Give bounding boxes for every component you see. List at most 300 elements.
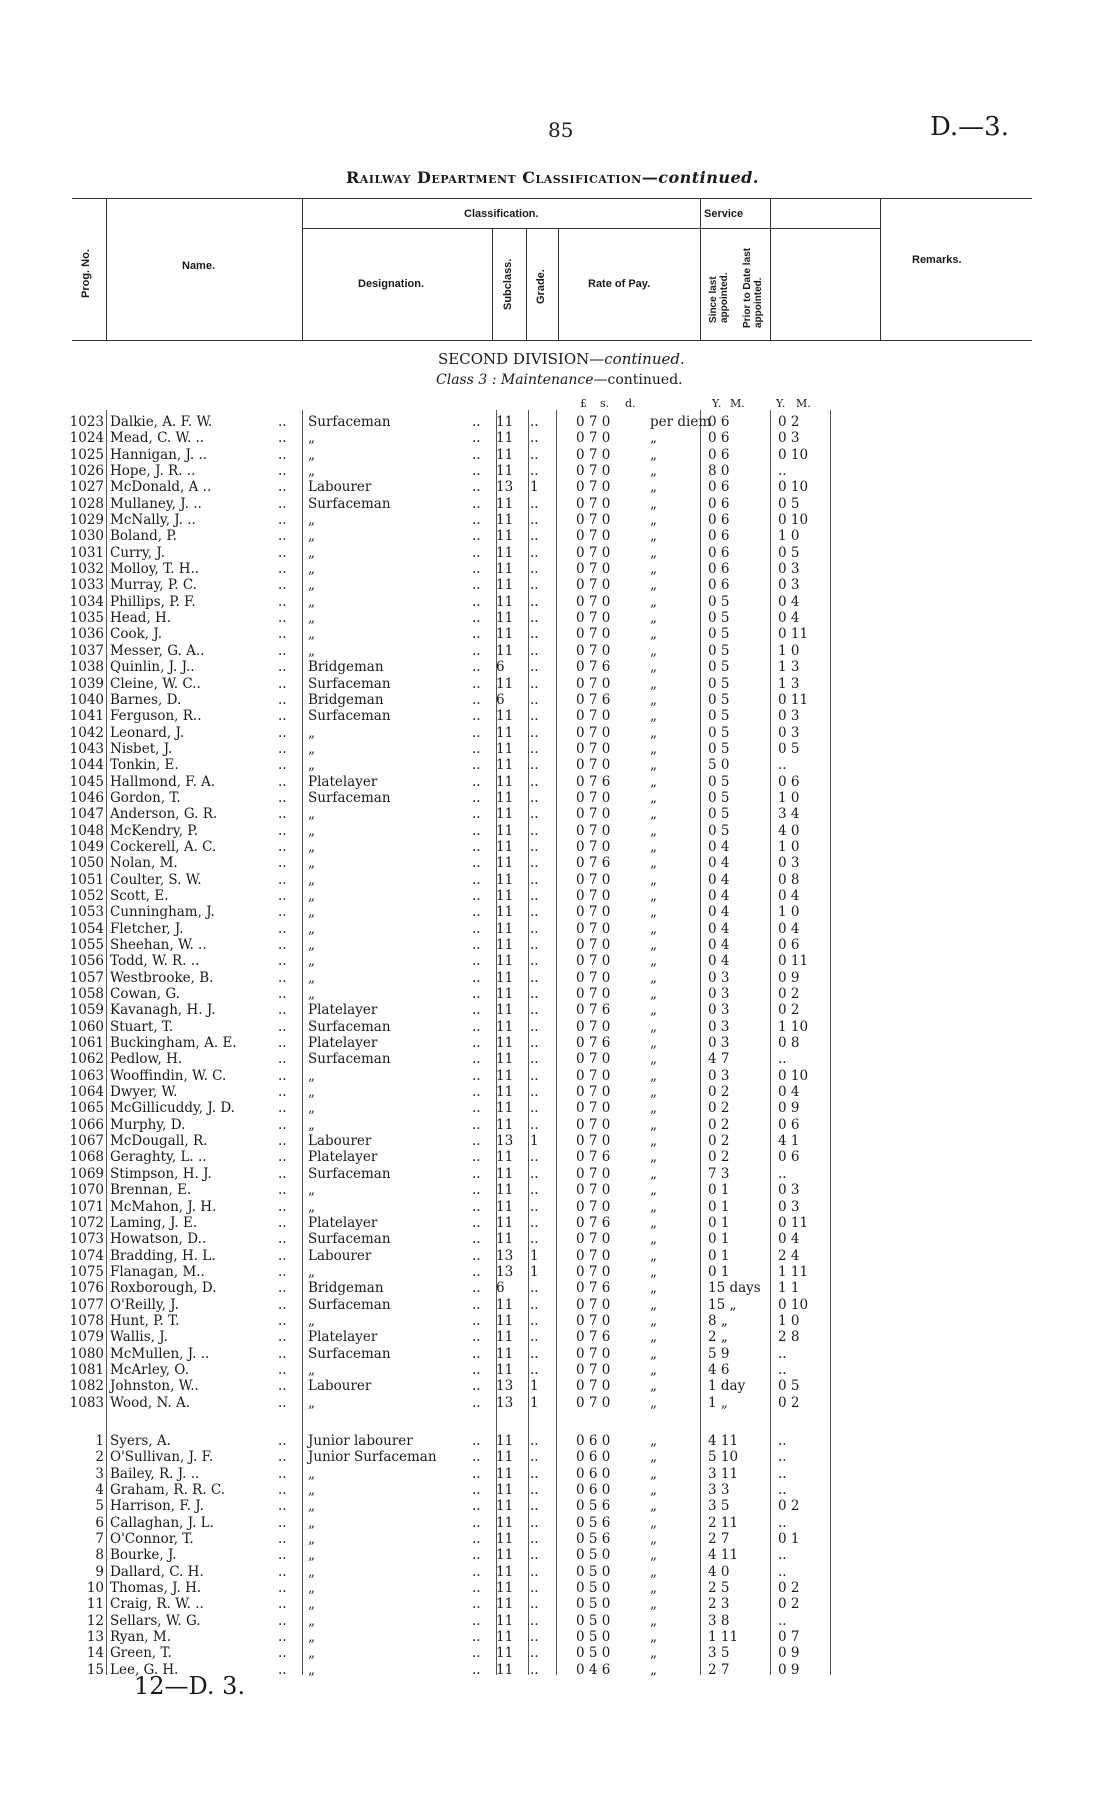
designation-cell: „ bbox=[308, 463, 315, 480]
designation-cell: Bridgeman bbox=[308, 1280, 384, 1297]
prog-no-cell: 9 bbox=[95, 1563, 104, 1580]
rate-of-pay-cell: 0 7 0 bbox=[576, 1231, 611, 1248]
prior-to-date-cell: .. bbox=[778, 1482, 787, 1498]
rate-of-pay-cell: 0 7 0 bbox=[576, 561, 611, 578]
prior-to-date-cell: 0 3 bbox=[778, 855, 800, 872]
since-last-cell: 0 6 bbox=[708, 577, 730, 594]
prog-no-cell: 1050 bbox=[69, 855, 104, 872]
rate-of-pay-cell: 0 4 6 bbox=[576, 1661, 611, 1678]
leader-dots: .. bbox=[278, 806, 287, 823]
subclass-cell: 11 bbox=[496, 1514, 514, 1531]
name-cell: Harrison, F. J. bbox=[110, 1498, 204, 1515]
leader-dots: .. bbox=[472, 1612, 481, 1629]
subclass-cell: 11 bbox=[496, 1596, 514, 1613]
subclass-cell: 11 bbox=[496, 986, 514, 1003]
name-cell: Dallard, C. H. bbox=[110, 1563, 204, 1580]
prog-no-cell: 2 bbox=[95, 1449, 104, 1466]
subclass-cell: 11 bbox=[496, 610, 514, 627]
designation-cell: „ bbox=[308, 1361, 315, 1378]
prior-to-date-cell: 0 2 bbox=[778, 1596, 800, 1613]
leader-dots: .. bbox=[278, 577, 287, 594]
prog-no-cell: 1060 bbox=[69, 1018, 104, 1035]
subclass-cell: 11 bbox=[496, 512, 514, 529]
leader-dots: .. bbox=[278, 1231, 287, 1248]
prog-no-cell: 1079 bbox=[69, 1329, 104, 1346]
leader-dots: .. bbox=[472, 740, 481, 757]
table-row bbox=[60, 1182, 1040, 1198]
name-cell: Wallis, J. bbox=[110, 1329, 168, 1346]
subclass-cell: 11 bbox=[496, 1449, 514, 1466]
designation-cell: „ bbox=[308, 1067, 315, 1084]
leader-dots: .. bbox=[472, 789, 481, 806]
since-last-cell: 4 7 bbox=[708, 1051, 730, 1068]
leader-dots: .. bbox=[278, 1514, 287, 1531]
grade-cell: .. bbox=[530, 1432, 539, 1449]
leader-dots: .. bbox=[278, 610, 287, 627]
rate-of-pay-cell: 0 7 0 bbox=[576, 838, 611, 855]
designation-cell: „ bbox=[308, 904, 315, 921]
rate-of-pay-cell: 0 7 0 bbox=[576, 430, 611, 447]
staff-rows-junior bbox=[60, 1433, 1040, 1678]
rate-of-pay-cell: 0 7 0 bbox=[576, 757, 611, 774]
pay-unit-cell: „ bbox=[650, 838, 657, 855]
designation-cell: Bridgeman bbox=[308, 691, 384, 708]
since-last-cell: 0 5 bbox=[708, 691, 730, 708]
since-last-cell: 15 „ bbox=[708, 1296, 737, 1313]
prog-no-cell: 1058 bbox=[69, 986, 104, 1003]
subclass-cell: 11 bbox=[496, 642, 514, 659]
leader-dots: .. bbox=[278, 757, 287, 774]
table-row bbox=[60, 937, 1040, 953]
subclass-cell: 11 bbox=[496, 430, 514, 447]
pay-unit-cell: „ bbox=[650, 1482, 657, 1498]
designation-cell: Surfaceman bbox=[308, 1296, 391, 1313]
subclass-cell: 13 bbox=[496, 1378, 514, 1395]
prog-no-cell: 1083 bbox=[69, 1394, 104, 1411]
name-cell: Wooffindin, W. C. bbox=[110, 1067, 227, 1084]
prior-to-date-cell: 0 5 bbox=[778, 544, 800, 561]
designation-cell: Bridgeman bbox=[308, 659, 384, 676]
grade-cell: .. bbox=[530, 446, 539, 463]
designation-cell: Surfaceman bbox=[308, 1345, 391, 1362]
pay-unit-cell: „ bbox=[650, 1263, 657, 1280]
pay-unit-cell: „ bbox=[650, 920, 657, 937]
designation-cell: „ bbox=[308, 740, 315, 757]
subclass-cell: 11 bbox=[496, 855, 514, 872]
leader-dots: .. bbox=[278, 1498, 287, 1515]
leader-dots: .. bbox=[472, 512, 481, 529]
rate-of-pay-cell: 0 7 6 bbox=[576, 1329, 611, 1346]
pay-unit-cell: „ bbox=[650, 1645, 657, 1662]
rate-of-pay-cell: 0 7 6 bbox=[576, 1002, 611, 1019]
subclass-cell: 11 bbox=[496, 1547, 514, 1564]
leader-dots: .. bbox=[472, 1345, 481, 1362]
since-last-cell: 2 7 bbox=[708, 1531, 730, 1548]
name-cell: Fletcher, J. bbox=[110, 920, 184, 937]
pay-unit-cell: „ bbox=[650, 822, 657, 839]
name-cell: Curry, J. bbox=[110, 544, 166, 561]
designation-cell: „ bbox=[308, 1547, 315, 1564]
leader-dots: .. bbox=[278, 1394, 287, 1411]
leader-dots: .. bbox=[472, 822, 481, 839]
subclass-cell: 11 bbox=[496, 1116, 514, 1133]
grade-cell: .. bbox=[530, 1051, 539, 1068]
subclass-cell: 6 bbox=[496, 1280, 505, 1297]
designation-cell: „ bbox=[308, 544, 315, 561]
since-last-cell: 0 5 bbox=[708, 675, 730, 692]
since-last-cell: 0 5 bbox=[708, 724, 730, 741]
designation-cell: „ bbox=[308, 937, 315, 953]
designation-cell: „ bbox=[308, 1661, 315, 1678]
grade-cell: .. bbox=[530, 691, 539, 708]
designation-cell: „ bbox=[308, 1465, 315, 1482]
prior-to-date-cell: 0 9 bbox=[778, 1100, 800, 1117]
name-cell: Craig, R. W. .. bbox=[110, 1596, 204, 1613]
prior-to-date-cell: 0 8 bbox=[778, 1035, 800, 1052]
since-last-cell: 3 11 bbox=[708, 1465, 739, 1482]
prior-to-date-cell: 1 0 bbox=[778, 789, 800, 806]
prior-to-date-cell: 0 6 bbox=[778, 937, 800, 953]
unit-pounds: £ bbox=[580, 397, 587, 410]
subclass-cell: 11 bbox=[496, 1498, 514, 1515]
since-last-cell: 0 5 bbox=[708, 610, 730, 627]
table-row bbox=[60, 774, 1040, 790]
name-cell: Pedlow, H. bbox=[110, 1051, 183, 1068]
prog-no-cell: 1051 bbox=[69, 871, 104, 888]
prior-to-date-cell: 1 0 bbox=[778, 642, 800, 659]
leader-dots: .. bbox=[472, 528, 481, 545]
leader-dots: .. bbox=[278, 1116, 287, 1133]
prior-to-date-cell: 2 4 bbox=[778, 1247, 800, 1264]
since-last-cell: 0 5 bbox=[708, 822, 730, 839]
table-row bbox=[60, 1248, 1040, 1264]
leader-dots: .. bbox=[472, 1449, 481, 1466]
subclass-cell: 11 bbox=[496, 904, 514, 921]
grade-cell: .. bbox=[530, 708, 539, 725]
pay-unit-cell: „ bbox=[650, 1280, 657, 1297]
leader-dots: .. bbox=[472, 1432, 481, 1449]
prog-no-cell: 1055 bbox=[69, 937, 104, 953]
prog-no-cell: 1059 bbox=[69, 1002, 104, 1019]
designation-cell: „ bbox=[308, 1182, 315, 1199]
designation-cell: „ bbox=[308, 1629, 315, 1646]
subclass-cell: 11 bbox=[496, 1051, 514, 1068]
name-cell: Murphy, D. bbox=[110, 1116, 186, 1133]
leader-dots: .. bbox=[278, 953, 287, 970]
table-row bbox=[60, 643, 1040, 659]
prog-no-cell: 1039 bbox=[69, 675, 104, 692]
designation-cell: „ bbox=[308, 610, 315, 627]
pay-unit-cell: „ bbox=[650, 1580, 657, 1597]
prior-to-date-cell: .. bbox=[778, 1051, 787, 1068]
since-last-cell: 8 0 bbox=[708, 463, 730, 480]
leader-dots: .. bbox=[278, 1165, 287, 1182]
grade-cell: .. bbox=[530, 1563, 539, 1580]
prog-no-cell: 1074 bbox=[69, 1247, 104, 1264]
rate-of-pay-cell: 0 7 0 bbox=[576, 593, 611, 610]
subclass-cell: 11 bbox=[496, 1645, 514, 1662]
prog-no-cell: 1062 bbox=[69, 1051, 104, 1068]
grade-cell: .. bbox=[530, 969, 539, 986]
rate-of-pay-cell: 0 7 0 bbox=[576, 414, 611, 430]
pay-unit-cell: „ bbox=[650, 1465, 657, 1482]
grade-cell: .. bbox=[530, 887, 539, 904]
designation-cell: „ bbox=[308, 577, 315, 594]
name-cell: Johnston, W.. bbox=[110, 1378, 199, 1395]
subclass-cell: 11 bbox=[496, 953, 514, 970]
table-row bbox=[60, 1002, 1040, 1018]
prior-to-date-cell: 0 1 bbox=[778, 1531, 800, 1548]
designation-cell: „ bbox=[308, 724, 315, 741]
designation-cell: „ bbox=[308, 1394, 315, 1411]
rate-of-pay-cell: 0 7 0 bbox=[576, 479, 611, 496]
prog-no-cell: 1027 bbox=[69, 479, 104, 496]
leader-dots: .. bbox=[278, 1482, 287, 1498]
class-suffix: —continued. bbox=[593, 372, 683, 388]
leader-dots: .. bbox=[472, 1296, 481, 1313]
grade-cell: .. bbox=[530, 1514, 539, 1531]
pay-unit-cell: „ bbox=[650, 1563, 657, 1580]
grade-cell: .. bbox=[530, 1580, 539, 1597]
prior-to-date-cell: .. bbox=[778, 1547, 787, 1564]
pay-unit-cell: „ bbox=[650, 1067, 657, 1084]
since-last-cell: 0 5 bbox=[708, 740, 730, 757]
prior-to-date-cell: 0 3 bbox=[778, 724, 800, 741]
designation-cell: „ bbox=[308, 626, 315, 643]
leader-dots: .. bbox=[472, 871, 481, 888]
prog-no-cell: 1069 bbox=[69, 1165, 104, 1182]
subclass-cell: 11 bbox=[496, 1182, 514, 1199]
leader-dots: .. bbox=[472, 1182, 481, 1199]
pay-unit-cell: „ bbox=[650, 691, 657, 708]
pay-unit-cell: „ bbox=[650, 1051, 657, 1068]
designation-cell: „ bbox=[308, 1100, 315, 1117]
leader-dots: .. bbox=[472, 838, 481, 855]
subclass-cell: 11 bbox=[496, 1329, 514, 1346]
leader-dots: .. bbox=[472, 1394, 481, 1411]
grade-cell: .. bbox=[530, 495, 539, 512]
name-cell: Cunningham, J. bbox=[110, 904, 215, 921]
header-remarks: Remarks. bbox=[912, 254, 962, 266]
rate-of-pay-cell: 0 6 0 bbox=[576, 1482, 611, 1498]
document-reference: D.—3. bbox=[930, 112, 1009, 142]
prior-to-date-cell: 0 6 bbox=[778, 773, 800, 790]
table-row bbox=[60, 872, 1040, 888]
rate-of-pay-cell: 0 7 0 bbox=[576, 1345, 611, 1362]
page-title bbox=[346, 168, 759, 187]
designation-cell: „ bbox=[308, 561, 315, 578]
grade-cell: 1 bbox=[530, 1394, 539, 1411]
rate-of-pay-cell: 0 7 6 bbox=[576, 773, 611, 790]
subclass-cell: 11 bbox=[496, 1345, 514, 1362]
since-last-cell: 0 2 bbox=[708, 1084, 730, 1101]
prior-to-date-cell: 1 3 bbox=[778, 675, 800, 692]
name-cell: Hunt, P. T. bbox=[110, 1312, 180, 1329]
grade-cell: .. bbox=[530, 1296, 539, 1313]
leader-dots: .. bbox=[278, 1051, 287, 1068]
subclass-cell: 13 bbox=[496, 1263, 514, 1280]
designation-cell: Surfaceman bbox=[308, 1051, 391, 1068]
designation-cell: Surfaceman bbox=[308, 1018, 391, 1035]
grade-cell: .. bbox=[530, 1482, 539, 1498]
subclass-cell: 11 bbox=[496, 740, 514, 757]
grade-cell: .. bbox=[530, 463, 539, 480]
pay-unit-cell: „ bbox=[650, 1547, 657, 1564]
pay-unit-cell: „ bbox=[650, 855, 657, 872]
pay-unit-cell: „ bbox=[650, 1449, 657, 1466]
name-cell: O'Connor, T. bbox=[110, 1531, 194, 1548]
leader-dots: .. bbox=[278, 1465, 287, 1482]
prior-to-date-cell: 0 9 bbox=[778, 969, 800, 986]
prog-no-cell: 1042 bbox=[69, 724, 104, 741]
prog-no-cell: 1047 bbox=[69, 806, 104, 823]
leader-dots: .. bbox=[278, 1661, 287, 1678]
since-last-cell: 0 3 bbox=[708, 986, 730, 1003]
pay-unit-cell: „ bbox=[650, 1629, 657, 1646]
name-cell: McDonald, A .. bbox=[110, 479, 212, 496]
grade-cell: .. bbox=[530, 822, 539, 839]
prog-no-cell: 1061 bbox=[69, 1035, 104, 1052]
prog-no-cell: 1080 bbox=[69, 1345, 104, 1362]
prior-to-date-cell: 1 10 bbox=[778, 1018, 809, 1035]
since-last-cell: 0 2 bbox=[708, 1116, 730, 1133]
rate-of-pay-cell: 0 7 0 bbox=[576, 463, 611, 480]
rate-of-pay-cell: 0 5 0 bbox=[576, 1563, 611, 1580]
designation-cell: „ bbox=[308, 1531, 315, 1548]
rate-of-pay-cell: 0 7 0 bbox=[576, 1018, 611, 1035]
pay-unit-cell: „ bbox=[650, 1018, 657, 1035]
rate-of-pay-cell: 0 7 0 bbox=[576, 920, 611, 937]
prior-to-date-cell: 0 3 bbox=[778, 708, 800, 725]
prog-no-cell: 15 bbox=[86, 1661, 104, 1678]
prog-no-cell: 1045 bbox=[69, 773, 104, 790]
leader-dots: .. bbox=[278, 904, 287, 921]
since-last-cell: 2 „ bbox=[708, 1329, 728, 1346]
rate-of-pay-cell: 0 7 0 bbox=[576, 1394, 611, 1411]
pay-unit-cell: „ bbox=[650, 479, 657, 496]
subclass-cell: 11 bbox=[496, 561, 514, 578]
since-last-cell: 0 6 bbox=[708, 446, 730, 463]
leader-dots: .. bbox=[472, 1361, 481, 1378]
subclass-cell: 11 bbox=[496, 724, 514, 741]
prior-to-date-cell: 4 0 bbox=[778, 822, 800, 839]
rate-of-pay-cell: 0 7 0 bbox=[576, 740, 611, 757]
table-row bbox=[60, 1346, 1040, 1362]
table-row bbox=[60, 1297, 1040, 1313]
since-last-cell: 0 4 bbox=[708, 871, 730, 888]
prior-to-date-cell: 0 10 bbox=[778, 1067, 809, 1084]
rate-of-pay-cell: 0 7 0 bbox=[576, 1100, 611, 1117]
leader-dots: .. bbox=[472, 1247, 481, 1264]
subclass-cell: 11 bbox=[496, 1084, 514, 1101]
designation-cell: Platelayer bbox=[308, 1149, 378, 1166]
since-last-cell: 4 6 bbox=[708, 1361, 730, 1378]
since-last-cell: 0 4 bbox=[708, 887, 730, 904]
name-cell: Barnes, D. bbox=[110, 691, 182, 708]
leader-dots: .. bbox=[472, 1482, 481, 1498]
since-last-cell: 0 2 bbox=[708, 1149, 730, 1166]
prior-to-date-cell: 2 8 bbox=[778, 1329, 800, 1346]
leader-dots: .. bbox=[472, 904, 481, 921]
leader-dots: .. bbox=[472, 479, 481, 496]
subclass-cell: 11 bbox=[496, 1612, 514, 1629]
leader-dots: .. bbox=[472, 544, 481, 561]
name-cell: Head, H. bbox=[110, 610, 172, 627]
rate-of-pay-cell: 0 7 0 bbox=[576, 1116, 611, 1133]
designation-cell: Surfaceman bbox=[308, 1165, 391, 1182]
unit-pence: d. bbox=[625, 397, 636, 410]
subclass-cell: 11 bbox=[496, 1629, 514, 1646]
name-cell: O'Sullivan, J. F. bbox=[110, 1449, 214, 1466]
rate-of-pay-cell: 0 7 0 bbox=[576, 544, 611, 561]
leader-dots: .. bbox=[472, 1645, 481, 1662]
prior-to-date-cell: 0 4 bbox=[778, 610, 800, 627]
designation-cell: Platelayer bbox=[308, 1214, 378, 1231]
rate-of-pay-cell: 0 7 0 bbox=[576, 1312, 611, 1329]
grade-cell: .. bbox=[530, 1596, 539, 1613]
designation-cell: „ bbox=[308, 1312, 315, 1329]
prior-to-date-cell: 0 4 bbox=[778, 1084, 800, 1101]
pay-unit-cell: „ bbox=[650, 1165, 657, 1182]
subclass-cell: 11 bbox=[496, 1531, 514, 1548]
rate-of-pay-cell: 0 7 0 bbox=[576, 1133, 611, 1150]
prog-no-cell: 1033 bbox=[69, 577, 104, 594]
leader-dots: .. bbox=[472, 1498, 481, 1515]
grade-cell: .. bbox=[530, 740, 539, 757]
designation-cell: Platelayer bbox=[308, 1035, 378, 1052]
grade-cell: .. bbox=[530, 1116, 539, 1133]
prog-no-cell: 1052 bbox=[69, 887, 104, 904]
pay-unit-cell: „ bbox=[650, 740, 657, 757]
grade-cell: .. bbox=[530, 1018, 539, 1035]
prog-no-cell: 1032 bbox=[69, 561, 104, 578]
prior-to-date-cell: 0 3 bbox=[778, 561, 800, 578]
prog-no-cell: 1030 bbox=[69, 528, 104, 545]
leader-dots: .. bbox=[278, 838, 287, 855]
name-cell: McKendry, P. bbox=[110, 822, 198, 839]
leader-dots: .. bbox=[472, 463, 481, 480]
leader-dots: .. bbox=[278, 1198, 287, 1215]
prior-to-date-cell: 0 2 bbox=[778, 1394, 800, 1411]
leader-dots: .. bbox=[278, 691, 287, 708]
grade-cell: 1 bbox=[530, 1378, 539, 1395]
prior-to-date-cell: 0 11 bbox=[778, 626, 809, 643]
table-row bbox=[60, 545, 1040, 561]
prior-to-date-cell: 0 4 bbox=[778, 887, 800, 904]
subclass-cell: 11 bbox=[496, 1002, 514, 1019]
class-heading bbox=[436, 372, 683, 388]
subclass-cell: 11 bbox=[496, 708, 514, 725]
table-row bbox=[60, 741, 1040, 757]
leader-dots: .. bbox=[472, 806, 481, 823]
name-cell: Lee, G. H. bbox=[110, 1661, 179, 1678]
grade-cell: .. bbox=[530, 577, 539, 594]
designation-cell: Platelayer bbox=[308, 1002, 378, 1019]
prog-no-cell: 1025 bbox=[69, 446, 104, 463]
since-last-cell: 1 „ bbox=[708, 1394, 728, 1411]
leader-dots: .. bbox=[278, 708, 287, 725]
leader-dots: .. bbox=[278, 1547, 287, 1564]
grade-cell: .. bbox=[530, 773, 539, 790]
designation-cell: „ bbox=[308, 969, 315, 986]
prior-to-date-cell: 0 6 bbox=[778, 1116, 800, 1133]
rate-of-pay-cell: 0 7 0 bbox=[576, 789, 611, 806]
leader-dots: .. bbox=[472, 1661, 481, 1678]
leader-dots: .. bbox=[472, 675, 481, 692]
name-cell: Ferguson, R.. bbox=[110, 708, 202, 725]
prior-to-date-cell: 1 1 bbox=[778, 1280, 800, 1297]
rate-of-pay-cell: 0 7 0 bbox=[576, 610, 611, 627]
